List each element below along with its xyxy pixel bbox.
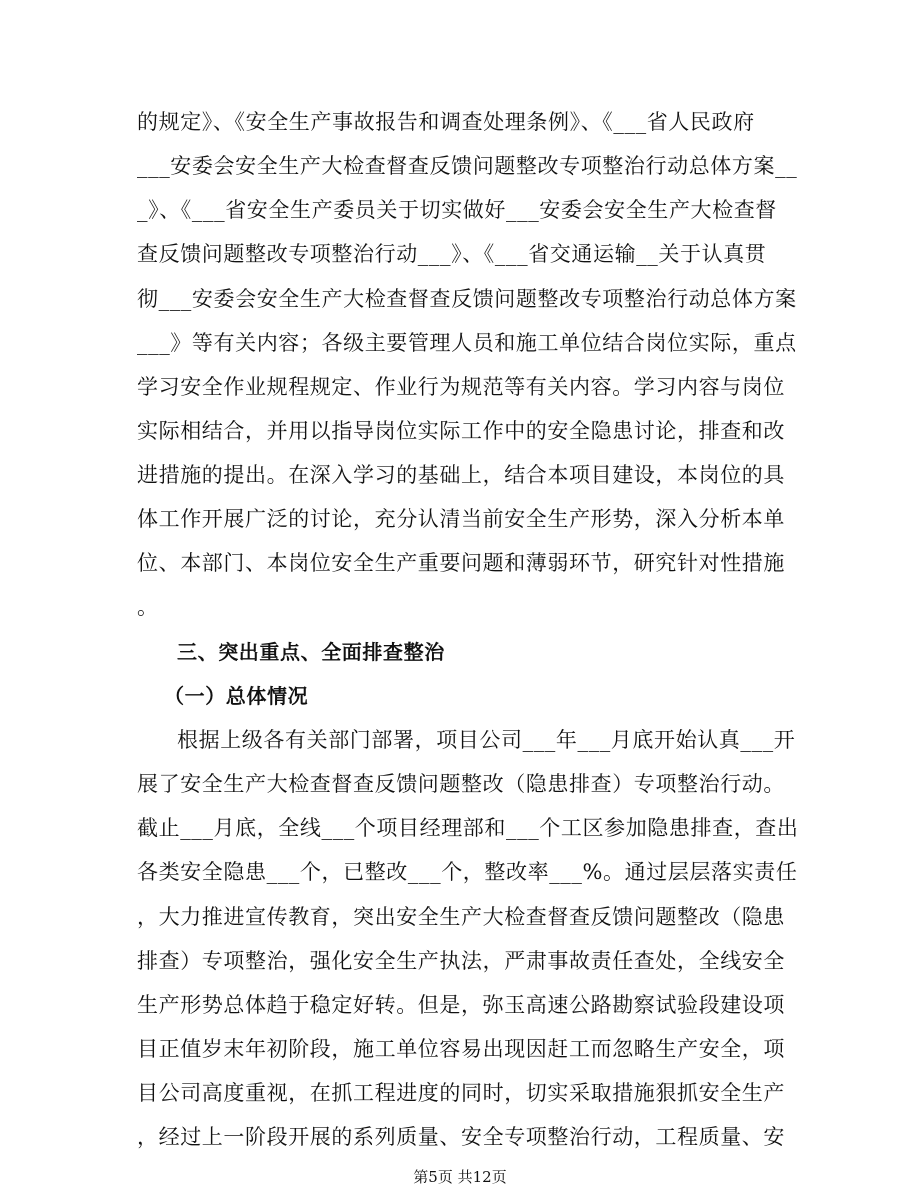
- paragraph-line: 展了安全生产大检查督查反馈问题整改（隐患排查）专项整治行动。: [137, 772, 785, 796]
- body-line: 进措施的提出。在深入学习的基础上，结合本项目建设，本岗位的具: [137, 463, 785, 487]
- paragraph-line: ，经过上一阶段开展的系列质量、安全专项整治行动，工程质量、安: [137, 1125, 785, 1149]
- body-line: 位、本部门、本岗位安全生产重要问题和薄弱环节，研究针对性措施: [137, 551, 785, 575]
- section-heading: 三、突出重点、全面排查整治: [177, 640, 445, 664]
- paragraph-line: 排查）专项整治，强化安全生产执法，严肃事故责任查处，全线安全: [137, 949, 785, 973]
- paragraph-line: 各类安全隐患___个，已整改___个，整改率___%。通过层层落实责任: [137, 860, 798, 884]
- body-line: 彻___安委会安全生产大检查督查反馈问题整改专项整治行动总体方案: [137, 287, 797, 311]
- body-line: 实际相结合，并用以指导岗位实际工作中的安全隐患讨论，排查和改: [137, 419, 785, 443]
- body-line: ___安委会安全生产大检查督查反馈问题整改专项整治行动总体方案__: [137, 154, 798, 178]
- paragraph-line: 生产形势总体趋于稳定好转。但是，弥玉高速公路勘察试验段建设项: [137, 993, 785, 1017]
- body-line: 查反馈问题整改专项整治行动___》、《___省交通运输__关于认真贯: [137, 242, 767, 266]
- paragraph-line: 目正值岁末年初阶段，施工单位容易出现因赶工而忽略生产安全，项: [137, 1037, 785, 1061]
- body-line: 。: [137, 595, 159, 619]
- body-line: 体工作开展广泛的讨论，充分认清当前安全生产形势，深入分析本单: [137, 507, 785, 531]
- body-line: 学习安全作业规程规定、作业行为规范等有关内容。学习内容与岗位: [137, 375, 785, 399]
- subsection-heading: （一）总体情况: [164, 684, 309, 708]
- body-line: 的规定》、《安全生产事故报告和调查处理条例》、《___省人民政府: [137, 110, 755, 134]
- paragraph-line: ，大力推进宣传教育，突出安全生产大检查督查反馈问题整改（隐患: [137, 905, 785, 929]
- paragraph-line: 目公司高度重视，在抓工程进度的同时，切实采取措施狠抓安全生产: [137, 1081, 785, 1105]
- paragraph-line: 截止___月底，全线___个项目经理部和___个工区参加隐患排查，查出: [137, 816, 799, 840]
- paragraph-line: 根据上级各有关部门部署，项目公司___年___月底开始认真___开: [177, 728, 796, 752]
- body-line: _》、《___省安全生产委员关于切实做好___安委会安全生产大检查督: [137, 198, 777, 222]
- body-line: ___》等有关内容；各级主要管理人员和施工单位结合岗位实际，重点: [137, 331, 797, 355]
- page-number: 第5页 共12页: [413, 1168, 507, 1186]
